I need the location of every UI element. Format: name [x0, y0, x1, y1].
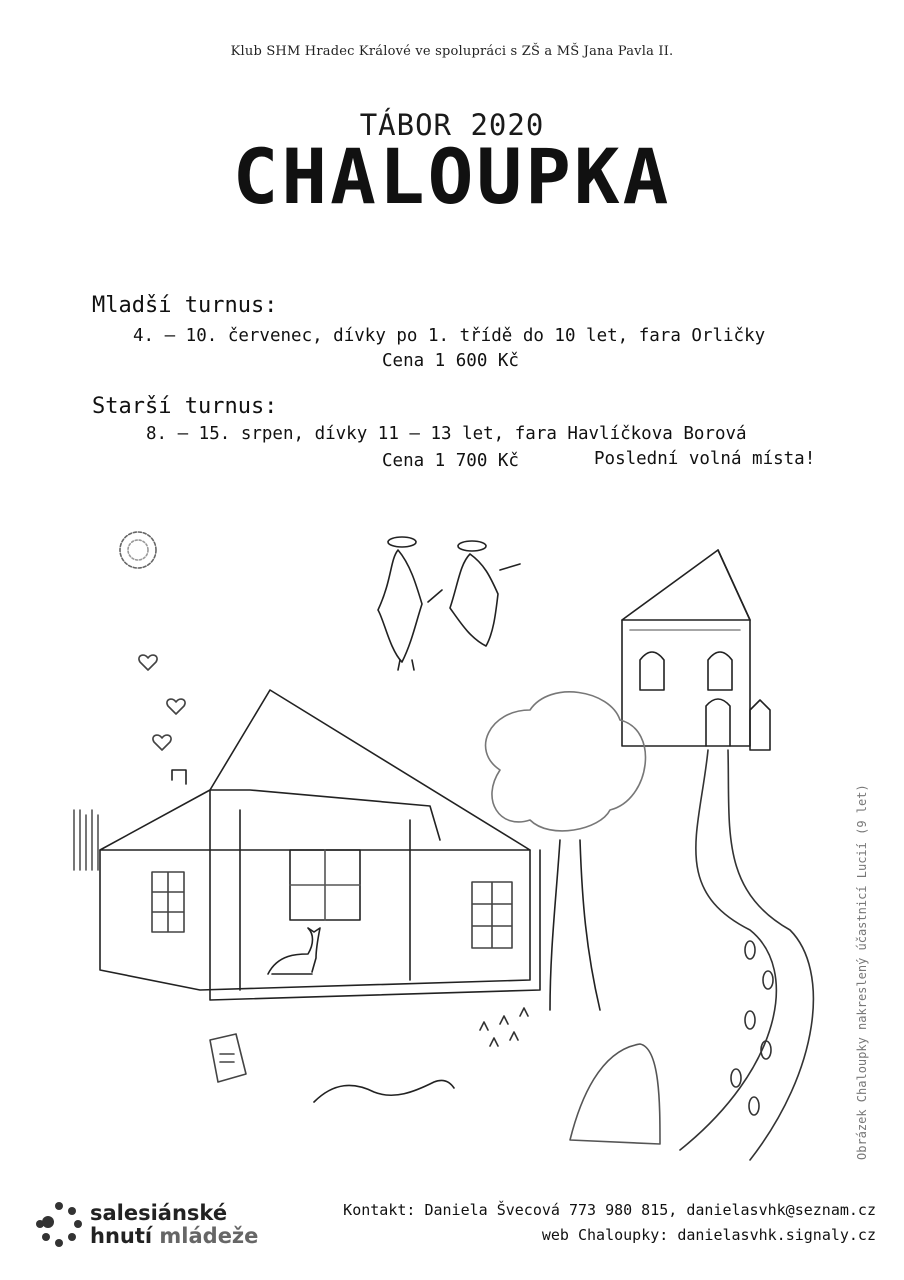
hearts-sketch: [139, 655, 185, 750]
logo-word-mladeze: mládeže: [159, 1224, 259, 1248]
note-sketch: [210, 1034, 246, 1082]
last-places-note: Poslední volná místa!: [594, 449, 816, 469]
rock-sketch: [570, 1044, 660, 1144]
illustration-credit: Obrázek Chaloupky nakreslený účastnicí Lucií (9 let): [855, 784, 869, 1160]
session-price-younger: Cena 1 600 Kč: [382, 351, 519, 371]
path-sketch: [680, 750, 813, 1160]
contact-line: Kontakt: Daniela Švecová 773 980 815, danielasvhk@seznam.cz: [343, 1201, 876, 1219]
shm-logo-text: [90, 1202, 258, 1248]
cottage-drawing: [60, 510, 840, 1170]
session-heading-younger: Mladší turnus:: [92, 293, 278, 318]
angels-sketch: [378, 537, 520, 670]
grass-sketch: [480, 1008, 528, 1046]
session-heading-older: Starší turnus:: [92, 394, 278, 419]
shm-logo-icon: [34, 1200, 84, 1250]
session-price-older: Cena 1 700 Kč: [382, 451, 519, 471]
tower-sketch: [622, 550, 770, 750]
website-line: web Chaloupky: danielasvhk.signaly.cz: [541, 1226, 876, 1244]
logo-line2: [90, 1225, 258, 1248]
camp-title: CHALOUPKA: [232, 132, 672, 221]
logo-word-hnuti: hnutí: [90, 1224, 153, 1248]
cat-sketch: [268, 928, 320, 974]
session-details-younger: 4. – 10. červenec, dívky po 1. třídě do 10 let, fara Orličky: [133, 326, 766, 346]
logo-line1: salesiánské: [90, 1201, 228, 1225]
session-details-older: 8. – 15. srpen, dívky 11 – 13 let, fara Havlíčkova Borová: [146, 424, 747, 444]
camp-year: TÁBOR 2020: [359, 108, 545, 142]
moon-sketch: [120, 532, 156, 568]
snake-sketch: [314, 1080, 454, 1102]
organizer-line: Klub SHM Hradec Králové ve spolupráci s ZŠ a MŠ Jana Pavla II.: [230, 44, 674, 59]
